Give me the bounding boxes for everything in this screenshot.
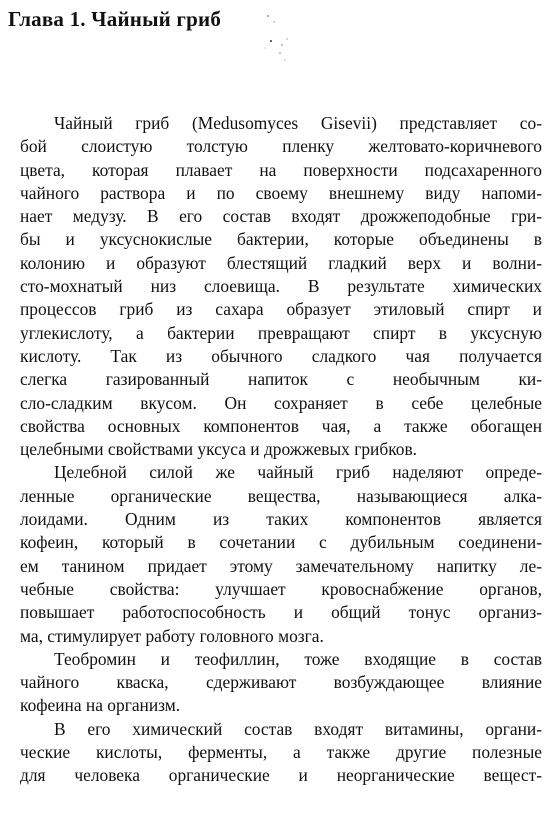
text-line: ленные органические вещества, называющиеся алка- (20, 485, 542, 506)
text-line: чайного кваска, сдерживают возбуждающее влияние (20, 672, 542, 693)
text-line: чебные свойства: улучшает кровоснабжение органов, (20, 578, 542, 599)
text-line: колонию и образуют блестящий гладкий верх и волни- (20, 252, 542, 273)
scan-specks-decoration (262, 12, 302, 72)
paragraph-4 (20, 718, 542, 788)
paragraph-1 (20, 112, 542, 461)
text-line: кислоту. Так из обычного сладкого чая получается (20, 345, 542, 366)
text-line: сто-мохнатый низ слоевища. В результате химических (20, 276, 542, 297)
text-line: цвета, которая плавает на поверхности подсахаренного (20, 159, 542, 180)
text-line: для человека органические и неорганические вещест- (20, 765, 542, 786)
text-line: ем танином придает этому замечательному напитку ле- (20, 555, 542, 576)
text-line: Чайный гриб (Medusomyces Gisevii) представляет со- (54, 113, 542, 133)
text-line: бы и уксуснокислые бактерии, которые объединены в (20, 229, 542, 250)
text-line: кофеин, который в сочетании с дубильным соединени- (20, 532, 542, 553)
text-line: ма, стимулирует работу головного мозга. (20, 625, 324, 646)
text-line: лоидами. Одним из таких компонентов является (20, 509, 542, 530)
text-line: свойства основных компонентов чая, а также обогащен (20, 415, 542, 436)
text-line: повышает работоспособность и общий тонус организ- (20, 602, 542, 623)
body-text (20, 112, 542, 788)
chapter-title: Глава 1. Чайный гриб (8, 7, 222, 31)
text-line: процессов гриб из сахара образует этиловый спирт и (20, 299, 542, 320)
text-line: бой слоистую толстую пленку желтовато-коричневого (20, 136, 542, 157)
text-line: слегка газированный напиток с необычным ки- (20, 369, 542, 390)
text-line: чайного раствора и по своему внешнему виду напоми- (20, 182, 542, 203)
text-line: углекислоту, а бактерии превращают спирт в уксусную (20, 322, 542, 343)
text-line: В его химический состав входят витамины, органи- (54, 718, 542, 739)
text-line: сло-сладким вкусом. Он сохраняет в себе целебные (20, 392, 542, 413)
text-line: Теобромин и теофиллин, тоже входящие в состав (54, 648, 542, 669)
text-line: Целебной силой же чайный гриб наделяют опреде- (54, 462, 542, 483)
text-line: целебными свойствами уксуса и дрожжевых грибков. (20, 439, 418, 460)
paragraph-3 (20, 648, 542, 718)
text-line: нает медузу. В его состав входят дрожжеподобные гри- (20, 206, 542, 227)
text-line: кофеина на организм. (20, 695, 181, 716)
text-line: ческие кислоты, ферменты, а также другие полезные (20, 742, 542, 763)
paragraph-2 (20, 461, 542, 647)
